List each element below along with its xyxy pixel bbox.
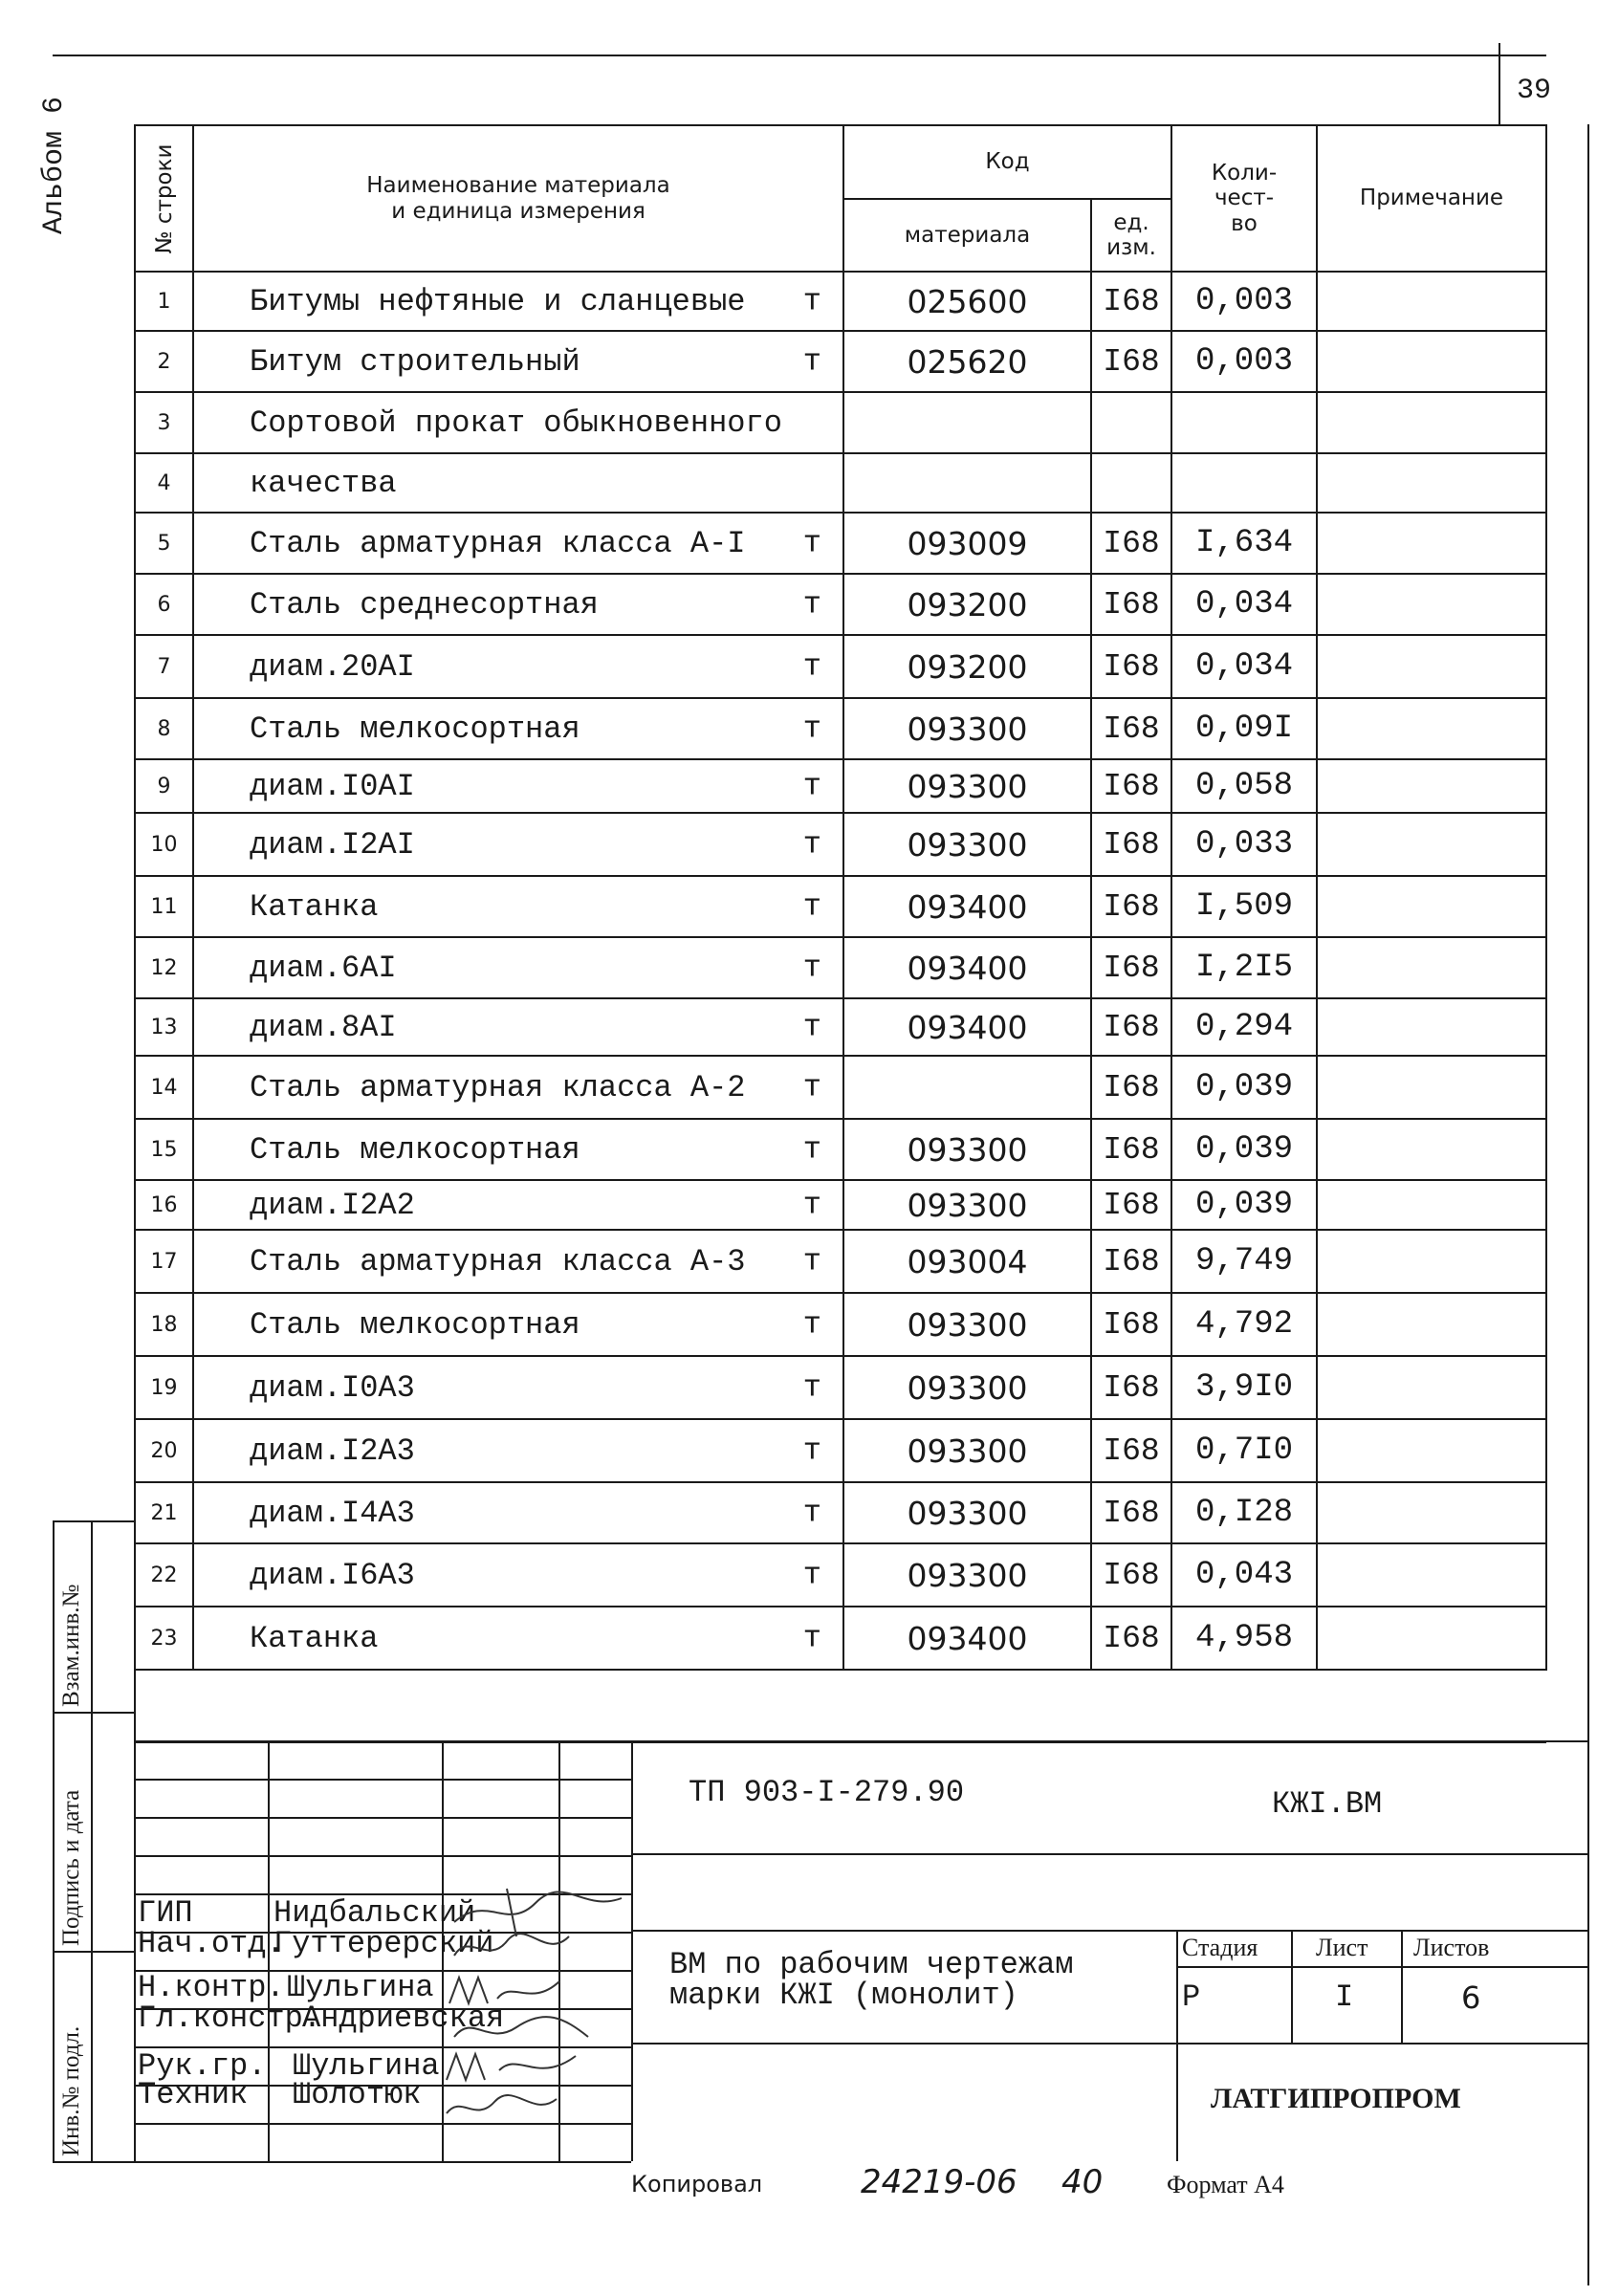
material-name-text: диам.I0АI: [250, 768, 415, 804]
material-code: 093200: [843, 635, 1091, 698]
material-name-text: диам.I6А3: [250, 1557, 415, 1593]
footer-number: 24219-06: [861, 2163, 1017, 2201]
table-row: [135, 1056, 1546, 1119]
row-number: 6: [135, 574, 193, 635]
material-unit: т: [802, 1009, 821, 1045]
material-name: [193, 392, 843, 453]
material-code: 093300: [843, 813, 1091, 876]
material-unit: т: [802, 826, 821, 863]
header-name-line2: и единица измерения: [391, 198, 645, 224]
material-name: [193, 513, 843, 574]
row-number: 12: [135, 937, 193, 998]
material-code: 093200: [843, 574, 1091, 635]
row-number: 8: [135, 698, 193, 759]
row-number: 14: [135, 1056, 193, 1119]
row-number: 13: [135, 998, 193, 1056]
sheet-label: Лист: [1316, 1934, 1368, 1961]
quantity: 0,003: [1171, 272, 1317, 331]
page-number-box-left: [1499, 43, 1500, 124]
quantity: 0,058: [1171, 759, 1317, 813]
album-label: [38, 97, 71, 234]
row-number: 1: [135, 272, 193, 331]
organization: ЛАТГИПРОПРОМ: [1211, 2083, 1461, 2114]
material-code: 093400: [843, 1607, 1091, 1670]
note: [1317, 1056, 1546, 1119]
material-name-text: диам.I2А2: [250, 1187, 415, 1223]
inv-no-sub-label: Инв.№ подл.: [58, 2025, 84, 2156]
signature-1-icon: [449, 1927, 574, 1970]
unit-code: I68: [1091, 1607, 1171, 1670]
description-line2: марки КЖI (монолит): [669, 1978, 1018, 2013]
material-code: 093400: [843, 937, 1091, 998]
note: [1317, 1356, 1546, 1419]
material-name: [193, 937, 843, 998]
doc-code: ТП 903-I-279.90: [689, 1775, 965, 1810]
note: [1317, 698, 1546, 759]
material-name: [193, 331, 843, 392]
material-name: [193, 635, 843, 698]
unit-code: I68: [1091, 876, 1171, 937]
quantity: 9,749: [1171, 1230, 1317, 1293]
name-3: Андриевская: [302, 2001, 505, 2036]
unit-code: I68: [1091, 1180, 1171, 1230]
signature-date-label: Подпись и дата: [58, 1789, 84, 1946]
header-qty: [1171, 125, 1317, 272]
table-row: [135, 1356, 1546, 1419]
name-5: Шолотюк: [293, 2077, 422, 2112]
row-number: 15: [135, 1119, 193, 1180]
row-number: 3: [135, 392, 193, 453]
unit-code: I68: [1091, 1119, 1171, 1180]
vzam-inv-label: Взам.инв.№: [58, 1584, 84, 1707]
note: [1317, 331, 1546, 392]
signature-4-icon: [442, 2046, 585, 2089]
row-number: 18: [135, 1293, 193, 1356]
material-code: [843, 392, 1091, 453]
role-4: Рук.гр.: [138, 2048, 267, 2084]
material-code: 093400: [843, 998, 1091, 1056]
quantity: 0,039: [1171, 1056, 1317, 1119]
note: [1317, 392, 1546, 453]
header-name: [193, 125, 843, 272]
unit-code: I68: [1091, 1419, 1171, 1482]
note: [1317, 937, 1546, 998]
quantity: 0,039: [1171, 1180, 1317, 1230]
table-row: [135, 1293, 1546, 1356]
sheets-value: 6: [1461, 1979, 1481, 2016]
empty-row: [135, 1670, 1546, 1742]
table-row: [135, 331, 1546, 392]
material-name: [193, 272, 843, 331]
quantity: 0,09I: [1171, 698, 1317, 759]
quantity: 0,7I0: [1171, 1419, 1317, 1482]
material-name-text: Сталь арматурная класса А-3: [250, 1243, 746, 1279]
material-name: [193, 1230, 843, 1293]
material-name: [193, 1056, 843, 1119]
unit-code: I68: [1091, 1356, 1171, 1419]
table-row: [135, 759, 1546, 813]
material-unit: т: [802, 1069, 821, 1105]
material-unit: т: [802, 283, 821, 319]
signature-2-icon: [445, 1970, 579, 2013]
row-number: 10: [135, 813, 193, 876]
row-number: 11: [135, 876, 193, 937]
unit-code: I68: [1091, 1056, 1171, 1119]
unit-code: I68: [1091, 1482, 1171, 1543]
quantity: 0,034: [1171, 635, 1317, 698]
unit-code: [1091, 392, 1171, 453]
quantity: I,2I5: [1171, 937, 1317, 998]
material-unit: т: [802, 950, 821, 986]
material-unit: т: [802, 888, 821, 925]
title-block: [134, 1740, 1587, 2161]
note: [1317, 1543, 1546, 1607]
top-border: [53, 55, 1546, 56]
row-number: 2: [135, 331, 193, 392]
material-unit: т: [802, 768, 821, 804]
table-row: [135, 574, 1546, 635]
material-unit: т: [802, 1495, 821, 1531]
material-name-text: Сталь арматурная класса А-I: [250, 525, 746, 561]
header-row-no: № строки: [135, 125, 193, 272]
note: [1317, 1482, 1546, 1543]
material-name: [193, 876, 843, 937]
material-name-text: Катанка: [250, 888, 379, 925]
row-number: 22: [135, 1543, 193, 1607]
material-name-text: Сталь мелкосортная: [250, 711, 580, 747]
material-name-text: диам.I2А3: [250, 1432, 415, 1469]
note: [1317, 635, 1546, 698]
material-name: [193, 1180, 843, 1230]
unit-code: I68: [1091, 574, 1171, 635]
header-ed-line2: изм.: [1106, 235, 1156, 260]
material-unit: т: [802, 343, 821, 380]
material-name-text: Битумы нефтяные и сланцевые: [250, 283, 746, 319]
header-note: Примечание: [1317, 125, 1546, 272]
table-row: [135, 392, 1546, 453]
role-2: Н.контр.: [138, 1970, 285, 2005]
material-code: 093300: [843, 1180, 1091, 1230]
material-unit: т: [802, 1306, 821, 1343]
material-unit: т: [802, 711, 821, 747]
row-number: 4: [135, 453, 193, 513]
material-code: 093300: [843, 759, 1091, 813]
table-row: [135, 813, 1546, 876]
quantity: 3,9I0: [1171, 1356, 1317, 1419]
material-unit: т: [802, 1131, 821, 1168]
material-code: 093300: [843, 1119, 1091, 1180]
material-unit: т: [802, 1369, 821, 1406]
material-name: [193, 1293, 843, 1356]
album-label-text: Альбом 6: [38, 96, 71, 234]
note: [1317, 876, 1546, 937]
note: [1317, 1419, 1546, 1482]
role-1: Нач.отд.: [138, 1926, 285, 1961]
header-ed: [1091, 199, 1171, 272]
table-row: [135, 1180, 1546, 1230]
table-row: [135, 635, 1546, 698]
table-row: [135, 1230, 1546, 1293]
quantity: [1171, 453, 1317, 513]
material-unit: т: [802, 525, 821, 561]
row-number: 17: [135, 1230, 193, 1293]
table-row: [135, 453, 1546, 513]
material-name-text: Сталь мелкосортная: [250, 1131, 580, 1168]
page-number: 39: [1516, 75, 1551, 107]
material-name: [193, 574, 843, 635]
signature-3-icon: [449, 2008, 593, 2051]
row-number: 21: [135, 1482, 193, 1543]
material-name: [193, 698, 843, 759]
note: [1317, 574, 1546, 635]
note: [1317, 998, 1546, 1056]
materials-table: [134, 124, 1547, 1743]
sheets-label: Листов: [1413, 1934, 1490, 1961]
material-code: 025600: [843, 272, 1091, 331]
name-4: Шульгина: [293, 2048, 440, 2084]
quantity: 0,034: [1171, 574, 1317, 635]
role-5: Техник: [138, 2077, 249, 2112]
table-row: [135, 1119, 1546, 1180]
row-number: 20: [135, 1419, 193, 1482]
material-name: [193, 1419, 843, 1482]
note: [1317, 513, 1546, 574]
row-number: 23: [135, 1607, 193, 1670]
material-name: [193, 1356, 843, 1419]
row-number: 7: [135, 635, 193, 698]
material-name-text: Катанка: [250, 1620, 379, 1656]
footer-page: 40: [1061, 2163, 1104, 2201]
note: [1317, 272, 1546, 331]
row-number: 16: [135, 1180, 193, 1230]
signature-5-icon: [442, 2085, 566, 2128]
material-name-text: диам.20АI: [250, 648, 415, 685]
material-name: [193, 453, 843, 513]
material-name-text: Битум строительный: [250, 343, 580, 380]
header-qty-line1: Коли-: [1211, 160, 1278, 186]
material-code: 093300: [843, 1293, 1091, 1356]
unit-code: I68: [1091, 937, 1171, 998]
unit-code: [1091, 453, 1171, 513]
quantity: 0,033: [1171, 813, 1317, 876]
table-row: [135, 1607, 1546, 1670]
table-row: [135, 698, 1546, 759]
material-code: 093400: [843, 876, 1091, 937]
unit-code: I68: [1091, 1293, 1171, 1356]
quantity: 0,294: [1171, 998, 1317, 1056]
quantity: 0,I28: [1171, 1482, 1317, 1543]
note: [1317, 813, 1546, 876]
note: [1317, 1230, 1546, 1293]
role-3: Гл.констр.: [138, 2001, 322, 2036]
quantity: 0,039: [1171, 1119, 1317, 1180]
note: [1317, 759, 1546, 813]
note: [1317, 1293, 1546, 1356]
quantity: [1171, 392, 1317, 453]
table-row: [135, 1482, 1546, 1543]
material-name-text: диам.I0А3: [250, 1369, 415, 1406]
material-code: 093300: [843, 1543, 1091, 1607]
row-number: 9: [135, 759, 193, 813]
stage-value: Р: [1182, 1979, 1201, 2015]
material-name: [193, 1482, 843, 1543]
material-unit: т: [802, 648, 821, 685]
material-name-text: Сталь арматурная класса А-2: [250, 1069, 746, 1105]
name-2: Шульгина: [287, 1970, 434, 2005]
header-material: материала: [843, 199, 1091, 272]
right-border: [1587, 124, 1589, 2285]
unit-code: I68: [1091, 1543, 1171, 1607]
quantity: 4,792: [1171, 1293, 1317, 1356]
material-name: [193, 759, 843, 813]
unit-code: I68: [1091, 813, 1171, 876]
unit-code: I68: [1091, 759, 1171, 813]
quantity: I,509: [1171, 876, 1317, 937]
unit-code: I68: [1091, 635, 1171, 698]
quantity: 4,958: [1171, 1607, 1317, 1670]
sheet-value: I: [1335, 1979, 1354, 2015]
unit-code: I68: [1091, 272, 1171, 331]
footer-copied: Копировал: [631, 2171, 763, 2198]
material-unit: т: [802, 586, 821, 623]
note: [1317, 453, 1546, 513]
footer-format: Формат А4: [1167, 2171, 1284, 2198]
table-row: [135, 513, 1546, 574]
header-ed-line1: ед.: [1113, 209, 1149, 235]
table-row: [135, 998, 1546, 1056]
name-1: Гуттерерский: [273, 1926, 494, 1961]
table-row: [135, 876, 1546, 937]
table-row: [135, 937, 1546, 998]
role-0: ГИП: [138, 1895, 193, 1931]
doc-mark: КЖI.ВМ: [1272, 1786, 1383, 1822]
stage-label: Стадия: [1182, 1934, 1258, 1961]
material-name: [193, 1543, 843, 1607]
material-code: [843, 453, 1091, 513]
table-row: [135, 272, 1546, 331]
note: [1317, 1607, 1546, 1670]
material-unit: т: [802, 1557, 821, 1593]
material-code: 093300: [843, 1419, 1091, 1482]
material-name-text: диам.6АI: [250, 950, 397, 986]
name-0: Нидбальский: [273, 1895, 476, 1931]
unit-code: I68: [1091, 998, 1171, 1056]
header-qty-line3: во: [1231, 210, 1258, 236]
material-unit: т: [802, 1620, 821, 1656]
material-name: [193, 998, 843, 1056]
material-name: [193, 813, 843, 876]
header-code: Код: [843, 125, 1171, 199]
material-code: [843, 1056, 1091, 1119]
unit-code: I68: [1091, 513, 1171, 574]
side-stamp: [53, 1520, 134, 2161]
material-unit: т: [802, 1432, 821, 1469]
unit-code: I68: [1091, 331, 1171, 392]
material-code: 093009: [843, 513, 1091, 574]
description-line1: ВМ по рабочим чертежам: [669, 1947, 1074, 1982]
material-code: 093004: [843, 1230, 1091, 1293]
header-name-line1: Наименование материала: [366, 173, 670, 199]
material-code: 093300: [843, 1482, 1091, 1543]
material-code: 025620: [843, 331, 1091, 392]
material-unit: т: [802, 1243, 821, 1279]
unit-code: I68: [1091, 698, 1171, 759]
material-name: [193, 1119, 843, 1180]
quantity: I,634: [1171, 513, 1317, 574]
note: [1317, 1119, 1546, 1180]
quantity: 0,003: [1171, 331, 1317, 392]
header-qty-line2: чест-: [1214, 186, 1275, 211]
material-code: 093300: [843, 1356, 1091, 1419]
material-unit: т: [802, 1187, 821, 1223]
unit-code: I68: [1091, 1230, 1171, 1293]
row-number: 5: [135, 513, 193, 574]
material-name-text: качества: [250, 465, 397, 501]
table-row: [135, 1543, 1546, 1607]
material-name-text: Сталь среднесортная: [250, 586, 599, 623]
material-name-text: Сталь мелкосортная: [250, 1306, 580, 1343]
material-name: [193, 1607, 843, 1670]
row-number: 19: [135, 1356, 193, 1419]
note: [1317, 1180, 1546, 1230]
quantity: 0,043: [1171, 1543, 1317, 1607]
table-row: [135, 1419, 1546, 1482]
material-name-text: диам.8АI: [250, 1009, 397, 1045]
material-name-text: Сортовой прокат обыкновенного: [250, 405, 782, 441]
material-code: 093300: [843, 698, 1091, 759]
material-name-text: диам.I2АI: [250, 826, 415, 863]
material-name-text: диам.I4А3: [250, 1495, 415, 1531]
